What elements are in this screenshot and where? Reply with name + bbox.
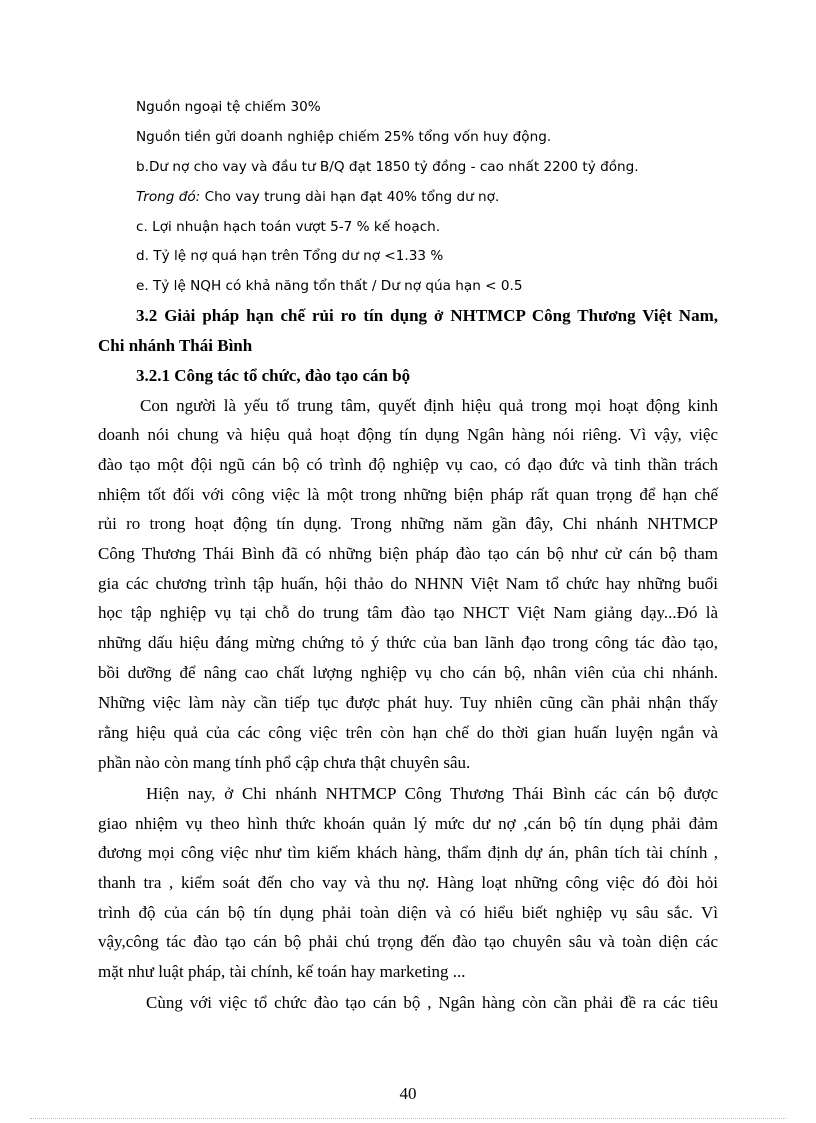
list-item: Nguồn tiền gửi doanh nghiệp chiếm 25% tổng vốn huy động. <box>136 129 552 145</box>
paragraph-line: rủi ro trong hoạt động tín dụng. Trong những năm gần đây, Chi nhánh NHTMCP <box>98 514 718 533</box>
paragraph-line: Cùng với việc tổ chức đào tạo cán bộ , Ngân hàng còn cần phải đề ra các tiêu <box>146 993 718 1012</box>
paragraph-line: đương mọi công việc như tìm kiếm khách hàng, thẩm định dự án, phân tích tài chính , <box>98 843 718 862</box>
paragraph-line: gia các chương trình tập huấn, hội thảo do NHNN Việt Nam tổ chức hay những buổi <box>98 574 718 593</box>
list-item: Nguồn ngoại tệ chiếm 30% <box>136 99 321 115</box>
paragraph-line: đào tạo một đội ngũ cán bộ có trình độ nghiệp vụ cao, có đạo đức và tinh thần trách <box>98 455 718 474</box>
page-number: 40 <box>399 1084 417 1103</box>
paragraph-line: những dấu hiệu đáng mừng chứng tỏ ý thức của ban lãnh đạo trong công tác đào tạo, <box>98 633 718 652</box>
list-item <box>136 187 499 207</box>
paragraph-line: rằng hiệu quả của các công việc trên còn hạn chế do thời gian huấn luyện ngắn và <box>98 723 718 742</box>
paragraph-line: Con người là yếu tố trung tâm, quyết định hiệu quả trong mọi hoạt động kinh <box>140 396 718 415</box>
paragraph-line: vậy,công tác đào tạo cán bộ phải chú trọng đến đào tạo chuyên sâu và toàn diện các <box>98 932 718 951</box>
paragraph-line: Công Thương Thái Bình đã có những biện pháp đào tạo cán bộ như cử cán bộ tham <box>98 544 718 563</box>
list-item-text: Cho vay trung dài hạn đạt 40% tổng dư nợ. <box>204 189 500 205</box>
subsection-heading: 3.2.1 Công tác tổ chức, đào tạo cán bộ <box>136 366 411 385</box>
paragraph-line: giao nhiệm vụ theo hình thức khoán quản lý mức dư nợ ,cán bộ tín dụng phải đảm <box>98 814 718 833</box>
paragraph-line: phần nào còn mang tính phổ cập chưa thật chuyên sâu. <box>98 753 471 772</box>
list-item: b.Dư nợ cho vay và đầu tư B/Q đạt 1850 tỷ đồng - cao nhất 2200 tỷ đồng. <box>136 159 639 175</box>
list-item: d. Tỷ lệ nợ quá hạn trên Tổng dư nợ <1.33 % <box>136 248 444 264</box>
paragraph-line: Hiện nay, ở Chi nhánh NHTMCP Công Thương Thái Bình các cán bộ được <box>146 784 718 803</box>
paragraph-line: mặt như luật pháp, tài chính, kế toán hay marketing ... <box>98 962 466 981</box>
section-heading-line: Chi nhánh Thái Bình <box>98 336 253 355</box>
list-item: c. Lợi nhuận hạch toán vượt 5-7 % kế hoạch. <box>136 219 441 235</box>
paragraph-line: doanh nói chung và hiệu quả hoạt động tín dụng Ngân hàng nói riêng. Vì vậy, việc <box>98 425 718 444</box>
paragraph-line: bồi dưỡng để nâng cao chất lượng nghiệp vụ cho cán bộ, nhân viên của chi nhánh. <box>98 663 718 682</box>
section-heading-line: 3.2 Giải pháp hạn chế rủi ro tín dụng ở NHTMCP Công Thương Việt Nam, <box>136 306 718 325</box>
emphasis-label: Trong đó: <box>136 189 201 205</box>
paragraph-line: nhiệm tốt đối với công việc là một trong những biện pháp rất quan trọng để hạn chế <box>98 485 718 504</box>
paragraph-line: Những việc làm này cần tiếp tục được phát huy. Tuy nhiên cũng cần phải nhận thấy <box>98 693 718 712</box>
paragraph-line: thanh tra , kiểm soát đến cho vay và thu nợ. Hàng loạt những công việc đó đòi hỏi <box>98 873 718 892</box>
page-bottom-border <box>30 1118 786 1119</box>
paragraph-line: trình độ của cán bộ tín dụng phải toàn diện và có hiểu biết nghiệp vụ sâu sắc. Vì <box>98 903 718 922</box>
list-item: e. Tỷ lệ NQH có khả năng tổn thất / Dư nợ qúa hạn < 0.5 <box>136 278 523 294</box>
paragraph-line: học tập nghiệp vụ tại chỗ do trung tâm đào tạo NHCT Việt Nam giảng dạy...Đó là <box>98 603 718 622</box>
